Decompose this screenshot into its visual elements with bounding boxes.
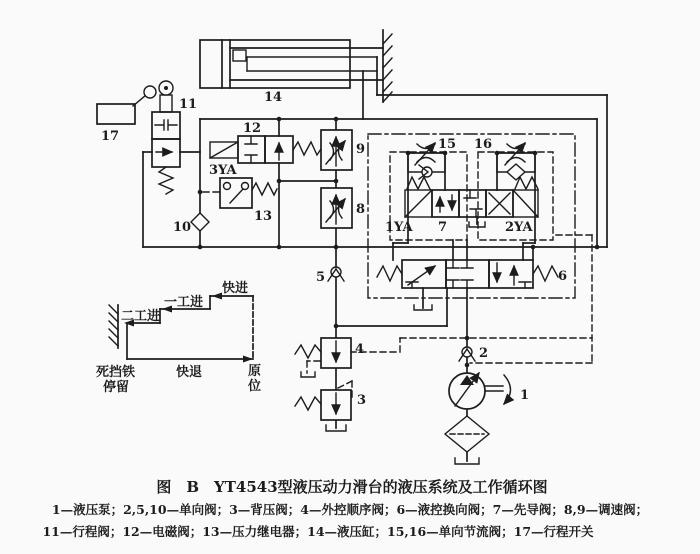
figure-caption: 图 B YT4543型液压动力滑台的液压系统及工作循环图: [156, 478, 548, 496]
spring-icon: [377, 266, 402, 281]
label-cycle-fast-advance: 快进: [222, 281, 249, 296]
suction-filter: [445, 416, 489, 452]
junction-dots: [198, 117, 600, 368]
sequence-valve-4: [295, 338, 351, 377]
label-valve-4: 4: [355, 342, 365, 357]
pressure-relay-13: [220, 178, 277, 208]
figure-text: [42, 478, 648, 539]
label-pump-1: 1: [520, 388, 530, 403]
tank-icon: [301, 372, 315, 377]
spring-icon: [295, 397, 321, 410]
label-cycle-feed1: 一工进: [164, 295, 204, 310]
solenoid-valve-12: [210, 136, 321, 163]
label-valve-3: 3: [357, 393, 367, 408]
label-throttle-16: 16: [474, 137, 493, 152]
pump-1: [449, 373, 511, 409]
label-solenoid-1ya: 1YA: [385, 220, 413, 235]
label-cycle-fast-return: 快退: [176, 365, 203, 380]
label-throttle-15: 15: [438, 137, 457, 152]
label-check-5: 5: [316, 270, 326, 285]
rotation-arrow-icon: [504, 375, 511, 404]
label-switch-17: 17: [101, 129, 120, 144]
spring-icon: [252, 183, 277, 195]
label-check-2: 2: [479, 346, 489, 361]
back-pressure-valve-3: [295, 390, 351, 431]
travel-valve-11: [152, 81, 180, 194]
work-cycle-diagram: [96, 280, 261, 395]
label-cylinder-14: 14: [264, 90, 283, 105]
label-check-10: 10: [173, 220, 192, 235]
fixed-wall-hatching: [383, 30, 392, 102]
label-cycle-home-top: 原: [248, 364, 262, 379]
spring-icon: [295, 345, 321, 358]
label-valve-12: 12: [243, 121, 262, 136]
spring-icon: [533, 266, 558, 281]
check-valve-10: [191, 213, 209, 231]
label-relay-13: 13: [254, 209, 273, 224]
label-valve-6: 6: [558, 269, 568, 284]
figure-legend-line2: 11—行程阀；12—电磁阀；13—压力继电器；14—液压缸；15,16—单向节流阀；17—行程开关: [42, 524, 594, 539]
label-cycle-feed2: 二工进: [121, 309, 161, 324]
dash-dot-enclosure: [368, 134, 575, 298]
figure-legend-line1: 1—液压泵；2,5,10—单向阀；3—背压阀；4—外控顺序阀；6—液控换向阀；7—先导阀；8,9—调速阀；: [51, 502, 649, 517]
label-cycle-home-bottom: 位: [248, 379, 262, 394]
one-way-throttle-16: [497, 143, 535, 180]
label-cycle-dwell-top: 死挡铁: [96, 365, 136, 380]
speed-valve-9: [321, 130, 352, 170]
label-solenoid-3ya: 3YA: [209, 163, 237, 178]
label-valve-7: 7: [438, 220, 448, 235]
label-cycle-dwell-bottom: 停留: [103, 380, 130, 395]
label-solenoid-2ya: 2YA: [505, 220, 533, 235]
spring-icon: [159, 167, 173, 194]
spring-icon: [293, 142, 321, 155]
label-valve-8: 8: [356, 202, 366, 217]
limit-switch-17: [97, 86, 156, 124]
label-valve-9: 9: [356, 142, 366, 157]
label-valve-11: 11: [179, 97, 198, 112]
pipe-lines: [143, 57, 607, 461]
drive-shaft-icon: [485, 386, 503, 391]
dead-stop-hatching: [109, 305, 118, 348]
speed-valve-8: [321, 188, 352, 228]
